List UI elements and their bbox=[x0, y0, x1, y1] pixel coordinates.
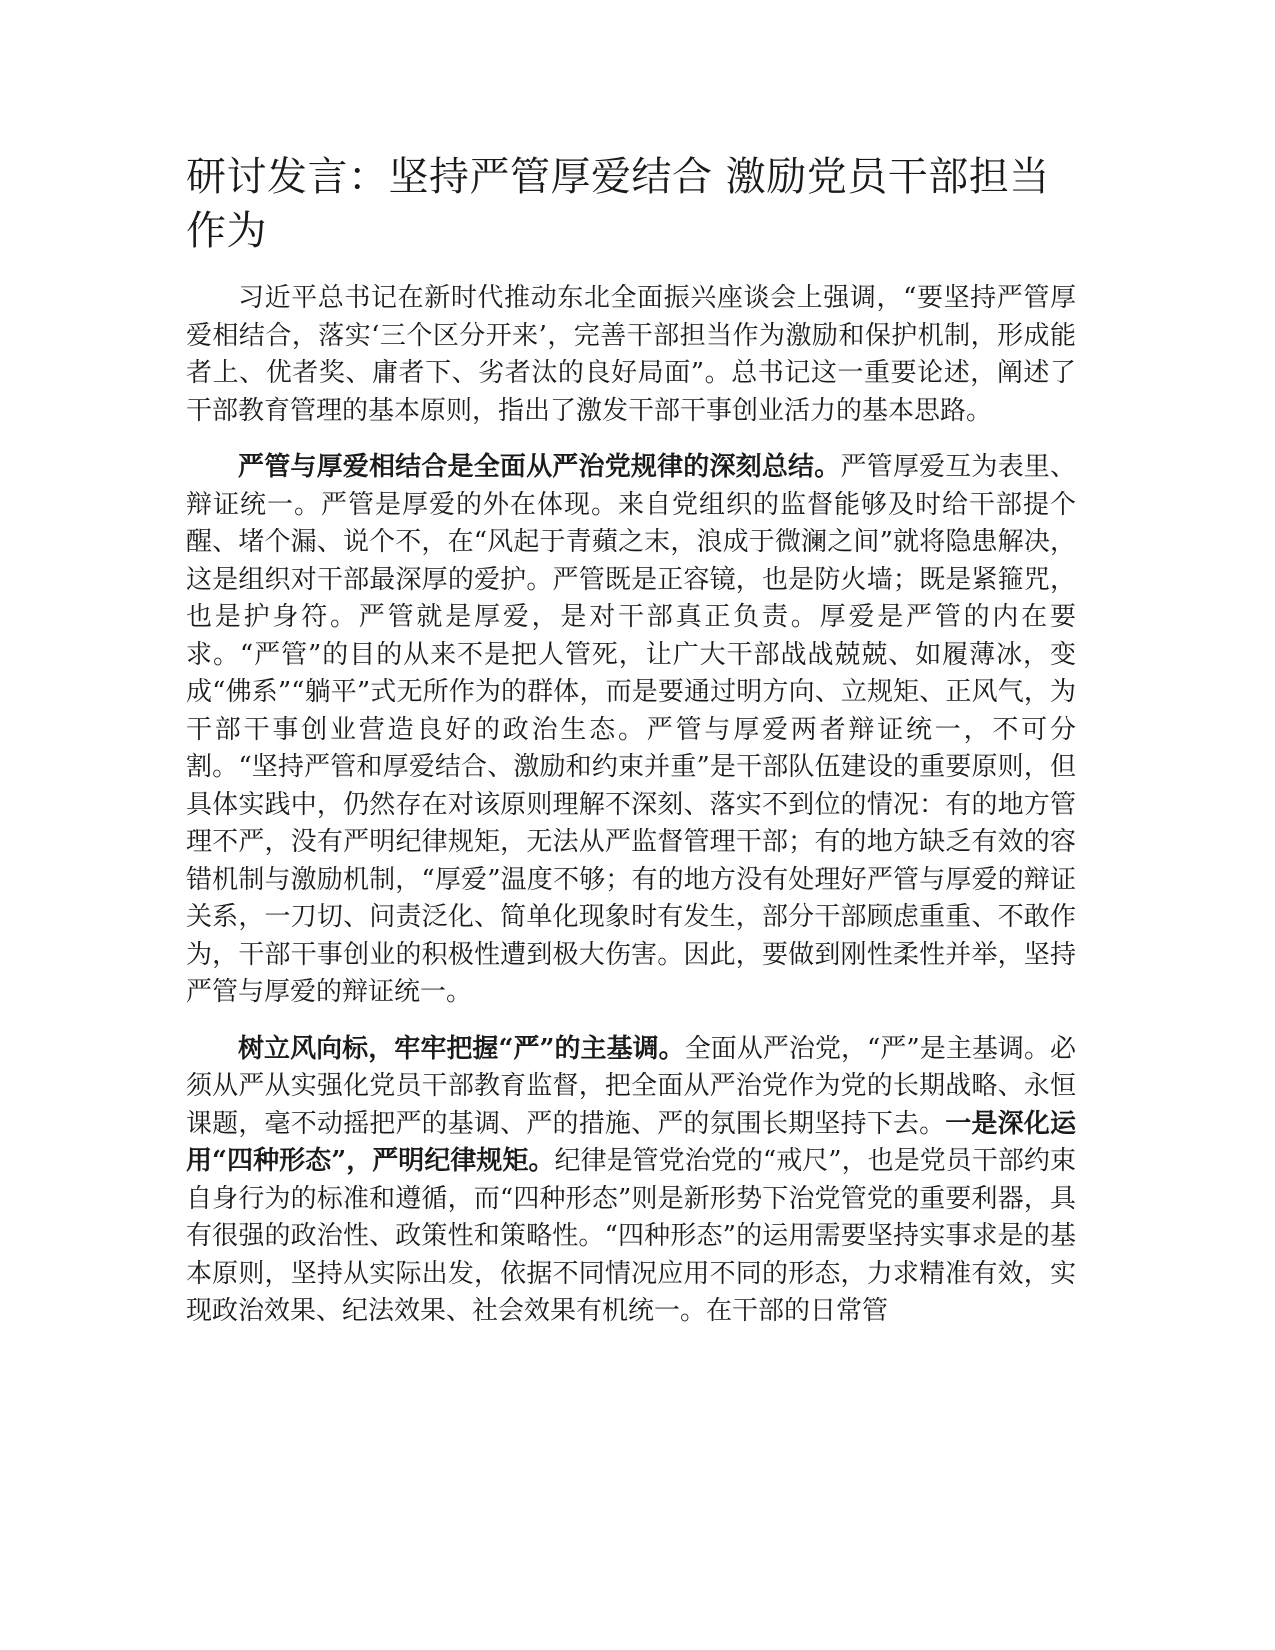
section-paragraph-strict-tone bbox=[186, 1031, 1076, 1331]
section-paragraph-strict-love bbox=[186, 449, 1076, 1012]
document-title: 研讨发言：坚持严管厚爱结合 激励党员干部担当作为 bbox=[186, 154, 1050, 254]
paragraph-lead-bold: 严管与厚爱相结合是全面从严治党规律的深刻总结。 bbox=[238, 452, 841, 482]
paragraph-text: 习近平总书记在新时代推动东北全面振兴座谈会上强调，“要坚持严管厚爱相结合，落实‘三个区分开来’，完善干部担当作为激励和保护机制，形成能者上、优者奖、庸者下、劣者汰的良好局面”。总书记这一重要论述，阐述了干部教育管理的基本原则，指出了激发干部干事创业活力的基本思路。 bbox=[186, 283, 1076, 426]
intro-paragraph bbox=[186, 280, 1076, 430]
paragraph-sublead-bold: 一是深化运用“四种形态”，严明纪律规矩。 bbox=[186, 1108, 1076, 1176]
paragraph-text-continued: 纪律是管党治党的“戒尺”，也是党员干部约束自身行为的标准和遵循，而“四种形态”则是新形势下治党管党的重要利器，具有很强的政治性、政策性和策略性。“四种形态”的运用需要坚持实事求是的基本原则，坚持从实际出发，依据不同情况应用不同的形态，力求精准有效，实现政治效果、纪法效果、社会效果有机统一。在干部的日常管 bbox=[186, 1146, 1076, 1326]
paragraph-text: 全面从严治党，“严”是主基调。必须从严从实强化党员干部教育监督，把全面从严治党作为党的长期战略、永恒课题，毫不动摇把严的基调、严的措施、严的氛围长期坚持下去。 bbox=[186, 1033, 1076, 1139]
paragraph-text: 严管厚爱互为表里、辩证统一。严管是厚爱的外在体现。来自党组织的监督能够及时给干部提个醒、堵个漏、说个不，在“风起于青蘋之末，浪成于微澜之间”就将隐患解决，这是组织对干部最深厚的爱护。严管既是正容镜，也是防火墙；既是紧箍咒，也是护身符。严管就是厚爱，是对干部真正负责。厚爱是严管的内在要求。“严管”的目的从来不是把人管死，让广大干部战战兢兢、如履薄冰，变成“佛系”“躺平”式无所作为的群体，而是要通过明方向、立规矩、正风气，为干部干事创业营造良好的政治生态。严管与厚爱两者辩证统一，不可分割。“坚持严管和厚爱结合、激励和约束并重”是干部队伍建设的重要原则，但具体实践中，仍然存在对该原则理解不深刻、落实不到位的情况：有的地方管理不严，没有严明纪律规矩，无法从严监督管理干部；有的地方缺乏有效的容错机制与激励机制，“厚爱”温度不够；有的地方没有处理好严管与厚爱的辩证关系，一刀切、问责泛化、简单化现象时有发生，部分干部顾虑重重、不敢作为，干部干事创业的积极性遭到极大伤害。因此，要做到刚性柔性并举，坚持严管与厚爱的辩证统一。 bbox=[186, 452, 1076, 1007]
document-body bbox=[186, 280, 1076, 1350]
paragraph-lead-bold: 树立风向标，牢牢把握“严”的主基调。 bbox=[238, 1033, 685, 1064]
